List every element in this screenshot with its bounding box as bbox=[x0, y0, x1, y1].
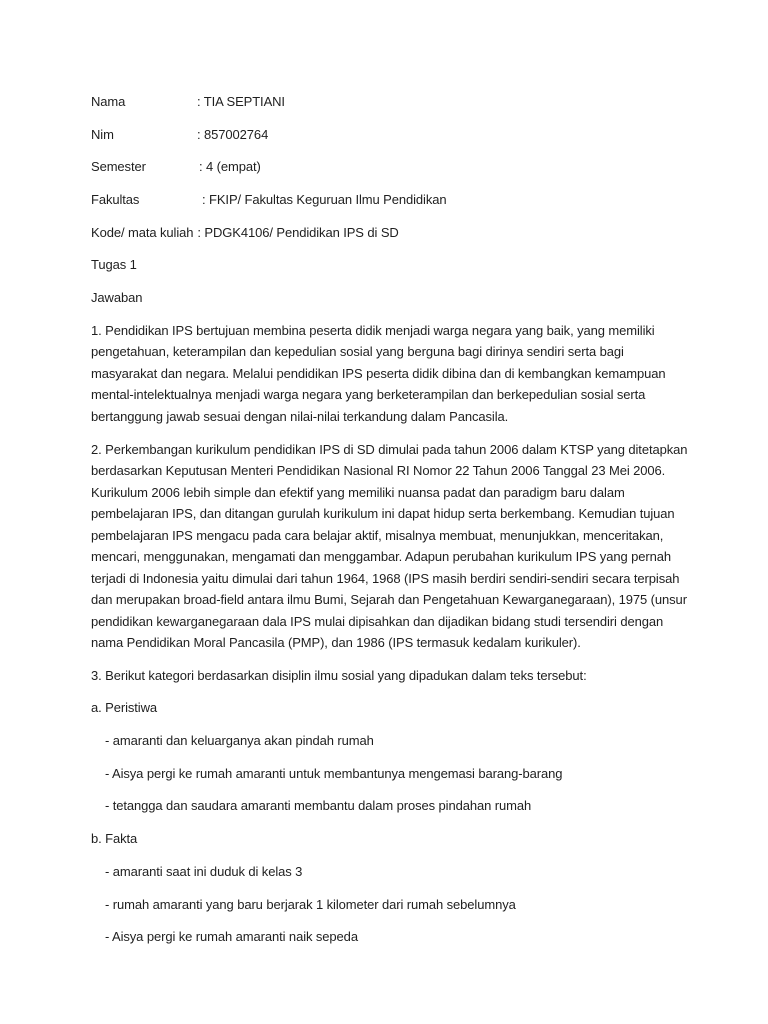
semester-value: : 4 (empat) bbox=[199, 159, 261, 175]
fakultas-value: : FKIP/ Fakultas Keguruan Ilmu Pendidikan bbox=[202, 192, 447, 208]
answer-1-line: bertanggung jawab sesuai dengan nilai-nilai terkandung dalam Pancasila. bbox=[91, 408, 509, 424]
answer-2-line: Kurikulum 2006 lebih simple dan efektif yang memiliki nuansa padat dan paradigm baru dalam bbox=[91, 484, 625, 500]
section-b-title: b. Fakta bbox=[91, 831, 138, 847]
answer-2 bbox=[91, 439, 691, 654]
tugas-heading: Tugas 1 bbox=[91, 257, 137, 273]
nama-value: : TIA SEPTIANI bbox=[197, 94, 285, 109]
section-a-item: - amaranti dan keluarganya akan pindah rumah bbox=[105, 733, 374, 749]
nama-label: Nama bbox=[91, 94, 126, 109]
field-fakultas bbox=[91, 189, 691, 211]
answer-2-line: pendidikan kewarganegaraan dala IPS mulai dipisahkan dan dijadikan bidang studi tersendiri dengan bbox=[91, 613, 664, 629]
section-a-item: - tetangga dan saudara amaranti membantu dalam proses pindahan rumah bbox=[105, 798, 532, 814]
fakultas-label: Fakultas bbox=[91, 192, 140, 208]
section-a-title: a. Peristiwa bbox=[91, 700, 157, 716]
answer-2-line: nama Pendidikan Moral Pancasila (PMP), dan 1986 (IPS termasuk kedalam kurikuler). bbox=[91, 635, 581, 650]
field-kode bbox=[91, 222, 691, 244]
kode-value: : PDGK4106/ Pendidikan IPS di SD bbox=[197, 224, 399, 240]
answer-1-line: pengetahuan, keterampilan dan kepedulian sosial yang berguna bagi dirinya sendiri serta bagi bbox=[91, 344, 624, 360]
answer-2-line: mencari, menggunakan, mengamati dan menggambar. Adapun perubahan kurikulum IPS yang pernah bbox=[91, 549, 671, 564]
answer-2-line: dan merupakan broad-field antara ilmu Bumi, Sejarah dan Pengetahuan Kewarganegaraan), 1975 (unsur bbox=[91, 592, 687, 607]
jawaban-heading: Jawaban bbox=[91, 290, 143, 306]
answer-3-intro: 3. Berikut kategori berdasarkan disiplin ilmu sosial yang dipadukan dalam teks tersebut: bbox=[91, 667, 587, 683]
field-nim bbox=[91, 124, 691, 146]
answer-2-line: 2. Perkembangan kurikulum pendidikan IPS di SD dimulai pada tahun 2006 dalam KTSP yang ditetapkan bbox=[91, 441, 688, 457]
answer-2-line: terjadi di Indonesia yaitu dimulai dari tahun 1964, 1968 (IPS masih berdiri sendiri-sendiri secara terpisah bbox=[91, 570, 680, 586]
answer-2-line: pembelajaran IPS mengacu pada cara belajar aktif, misalnya membuat, menunjukkan, menceritakan, bbox=[91, 527, 664, 543]
document-page bbox=[91, 91, 691, 959]
semester-label: Semester bbox=[91, 159, 146, 175]
nim-value: : 857002764 bbox=[197, 126, 269, 142]
answer-2-line: berdasarkan Keputusan Menteri Pendidikan Nasional RI Nomor 22 Tahun 2006 Tanggal 23 Mei 2006. bbox=[91, 463, 666, 478]
kode-label: Kode/ mata kuliah bbox=[91, 224, 194, 240]
field-semester bbox=[91, 156, 691, 178]
answer-2-line: pembelajaran IPS, dan ditangan gurulah kurikulum ini dapat hidup serta berkembang. Kemudian tujuan bbox=[91, 506, 675, 521]
section-b-item: - Aisya pergi ke rumah amaranti naik sepeda bbox=[105, 929, 358, 945]
section-b-item: - amaranti saat ini duduk di kelas 3 bbox=[105, 863, 303, 879]
answer-1-line: masyarakat dan negara. Melalui pendidikan IPS peserta didik dibina dan di kembangkan kemampuan bbox=[91, 365, 666, 381]
answer-1-line: mental-intelektualnya menjadi warga negara yang berketerampilan dan berkepedulian sosial serta bbox=[91, 387, 646, 403]
section-b-item: - rumah amaranti yang baru berjarak 1 kilometer dari rumah sebelumnya bbox=[105, 896, 516, 912]
section-a-item: - Aisya pergi ke rumah amaranti untuk membantunya mengemasi barang-barang bbox=[105, 765, 563, 781]
answer-1 bbox=[91, 320, 691, 428]
nim-label: Nim bbox=[91, 126, 114, 142]
answer-1-line: 1. Pendidikan IPS bertujuan membina peserta didik menjadi warga negara yang baik, yang memiliki bbox=[91, 322, 655, 338]
field-nama bbox=[91, 91, 691, 113]
